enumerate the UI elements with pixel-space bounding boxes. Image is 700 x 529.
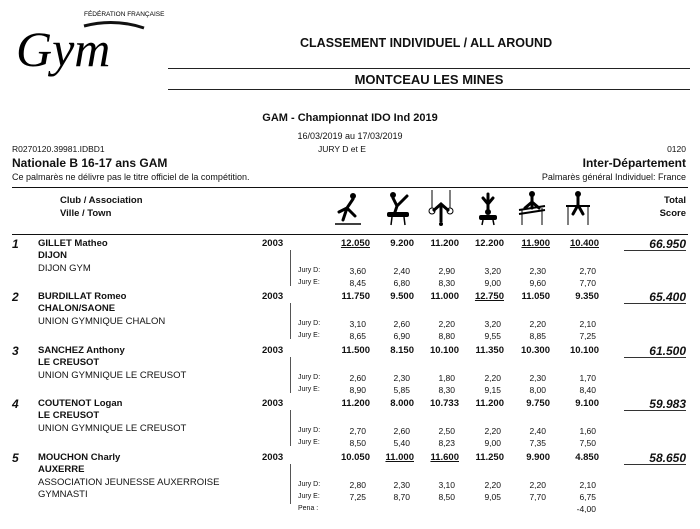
parallel-bars-icon	[517, 190, 547, 226]
jury-e-value: 6,90	[393, 331, 410, 341]
apparatus-score: 9.750	[526, 398, 550, 409]
competition-name: GAM - Championnat IDO Ind 2019	[262, 112, 438, 124]
palmares-label: Palmarès général Individuel: France	[541, 172, 686, 182]
athlete-club: UNION GYMNIQUE CHALON	[38, 316, 166, 327]
jury-e-value: 9,00	[484, 278, 501, 288]
jury-e-value: 6,75	[579, 492, 596, 502]
jury-e-label: Jury E:	[298, 439, 320, 446]
jury-e-value: 5,40	[393, 438, 410, 448]
athlete-name: BURDILLAT Romeo	[38, 291, 127, 302]
jury-d-value: 2,60	[393, 319, 410, 329]
competition-code: R0270120.39981.IDBD1	[12, 144, 105, 154]
apparatus-score: 11.200	[475, 398, 504, 409]
row-divider	[290, 464, 291, 504]
jury-e-value: 8,30	[438, 278, 455, 288]
total-underline	[624, 410, 686, 411]
jury-e-value: 5,85	[393, 385, 410, 395]
jury-e-value: 7,35	[529, 438, 546, 448]
disclaimer-note: Ce palmarès ne délivre pas le titre officiel de la compétition.	[12, 172, 250, 182]
apparatus-score: 9.100	[575, 398, 599, 409]
apparatus-score: 11.350	[475, 345, 504, 356]
jury-d-value: 2,40	[393, 266, 410, 276]
jury-e-value: 8,40	[579, 385, 596, 395]
jury-d-value: 3,10	[349, 319, 366, 329]
jury-d-value: 2,20	[529, 480, 546, 490]
jury-e-value: 7,70	[579, 278, 596, 288]
total-score: 59.983	[649, 397, 686, 411]
jury-d-label: Jury D:	[298, 374, 321, 381]
athlete-club: DIJON GYM	[38, 263, 91, 274]
apparatus-score: 9.900	[526, 452, 550, 463]
total-underline	[624, 250, 686, 251]
apparatus-score: 11.000	[385, 452, 414, 463]
venue-name: MONTCEAU LES MINES	[354, 72, 504, 87]
jury-d-value: 1,60	[579, 426, 596, 436]
athlete-club: UNION GYMNIQUE LE CREUSOT	[38, 370, 187, 381]
jury-d-value: 2,10	[579, 480, 596, 490]
apparatus-score: 10.100	[569, 345, 599, 356]
jury-d-value: 2,70	[349, 426, 366, 436]
apparatus-score: 8.000	[390, 398, 414, 409]
jury-d-value: 2,20	[484, 426, 501, 436]
jury-d-value: 2,70	[579, 266, 596, 276]
athlete-birth-year: 2003	[262, 452, 284, 463]
jury-d-value: 2,90	[438, 266, 455, 276]
jury-e-value: 9,05	[484, 492, 501, 502]
page-ref: 0120	[667, 144, 686, 154]
jury-label: JURY D et E	[318, 144, 366, 154]
athlete-name: SANCHEZ Anthony	[38, 345, 125, 356]
athlete-city: LE CREUSOT	[38, 410, 100, 421]
vault-icon	[473, 190, 503, 226]
apparatus-score: 10.733	[429, 398, 459, 409]
apparatus-score: 11.200	[430, 238, 459, 249]
jury-e-value: 8,00	[529, 385, 546, 395]
high-bar-icon	[563, 190, 593, 226]
jury-d-value: 2,30	[393, 373, 410, 383]
apparatus-score: 9.200	[390, 238, 414, 249]
apparatus-score: 10.400	[569, 238, 599, 249]
athlete-name: GILLET Matheo	[38, 238, 108, 249]
row-divider	[290, 410, 291, 446]
athlete-club: ASSOCIATION JEUNESSE AUXERROISE	[38, 477, 220, 488]
rings-icon	[426, 190, 456, 226]
apparatus-score: 10.300	[520, 345, 550, 356]
jury-d-value: 2,30	[529, 373, 546, 383]
athlete-rank: 2	[12, 290, 19, 304]
total-header-line2: Score	[659, 208, 686, 219]
competition-dates: 16/03/2019 au 17/03/2019	[297, 131, 403, 141]
jury-d-value: 3,60	[349, 266, 366, 276]
total-underline	[624, 303, 686, 304]
jury-d-value: 2,30	[393, 480, 410, 490]
apparatus-score: 9.500	[390, 291, 414, 302]
jury-d-label: Jury D:	[298, 267, 321, 274]
jury-d-label: Jury D:	[298, 427, 321, 434]
athlete-birth-year: 2003	[262, 238, 284, 249]
athlete-club: UNION GYMNIQUE LE CREUSOT	[38, 423, 187, 434]
jury-d-value: 2,20	[438, 319, 455, 329]
athlete-name: COUTENOT Logan	[38, 398, 123, 409]
apparatus-score: 4.850	[575, 452, 599, 463]
jury-e-value: 8,30	[438, 385, 455, 395]
jury-e-value: 8,70	[393, 492, 410, 502]
jury-d-value: 2,60	[393, 426, 410, 436]
club-header-line1: Club / Association	[60, 195, 143, 206]
athlete-rank: 1	[12, 237, 19, 251]
total-underline	[624, 464, 686, 465]
jury-e-value: 8,80	[438, 331, 455, 341]
apparatus-score: 11.500	[341, 345, 370, 356]
athlete-club: GYMNASTI	[38, 489, 88, 500]
jury-d-value: 1,70	[579, 373, 596, 383]
total-score: 61.500	[649, 344, 686, 358]
jury-d-value: 2,80	[349, 480, 366, 490]
jury-e-value: 8,85	[529, 331, 546, 341]
jury-d-label: Jury D:	[298, 481, 321, 488]
header-divider	[12, 187, 688, 188]
level-title: Inter-Département	[582, 156, 686, 170]
athlete-birth-year: 2003	[262, 345, 284, 356]
penalty-value: -4,00	[576, 504, 596, 514]
jury-e-label: Jury E:	[298, 386, 320, 393]
apparatus-score: 12.750	[474, 291, 504, 302]
jury-e-label: Jury E:	[298, 279, 320, 286]
table-header-divider	[12, 234, 688, 235]
logo-org-text: FÉDÉRATION FRANÇAISE	[84, 11, 165, 18]
total-header-line1: Total	[664, 195, 686, 206]
apparatus-score: 8.150	[390, 345, 414, 356]
penalty-label: Pena :	[298, 505, 319, 512]
jury-d-value: 2,20	[529, 319, 546, 329]
jury-e-value: 8,45	[349, 278, 366, 288]
jury-e-label: Jury E:	[298, 493, 320, 500]
pommel-horse-icon	[383, 190, 413, 226]
page-title: CLASSEMENT INDIVIDUEL / ALL AROUND	[300, 36, 553, 50]
jury-d-value: 1,80	[438, 373, 455, 383]
total-score: 58.650	[649, 451, 686, 465]
jury-e-value: 8,50	[349, 438, 366, 448]
jury-e-value: 9,15	[484, 385, 501, 395]
jury-d-value: 2,60	[349, 373, 366, 383]
total-underline	[624, 357, 686, 358]
jury-d-value: 2,20	[484, 373, 501, 383]
jury-d-label: Jury D:	[298, 320, 321, 327]
athlete-rank: 4	[12, 397, 19, 411]
apparatus-score: 9.350	[575, 291, 599, 302]
venue-box	[168, 68, 690, 90]
athlete-city: CHALON/SAONE	[38, 303, 116, 314]
apparatus-score: 11.600	[430, 452, 459, 463]
apparatus-score: 10.100	[429, 345, 459, 356]
jury-e-value: 7,25	[349, 492, 366, 502]
club-header-line2: Ville / Town	[60, 208, 112, 219]
total-score: 66.950	[649, 237, 686, 251]
athlete-birth-year: 2003	[262, 291, 284, 302]
jury-d-value: 2,40	[529, 426, 546, 436]
apparatus-score: 12.200	[474, 238, 504, 249]
apparatus-score: 11.750	[341, 291, 370, 302]
athlete-city: AUXERRE	[38, 464, 85, 475]
athlete-city: LE CREUSOT	[38, 357, 100, 368]
jury-e-value: 8,65	[349, 331, 366, 341]
apparatus-score: 11.000	[430, 291, 459, 302]
total-column-header	[660, 194, 686, 220]
jury-e-label: Jury E:	[298, 332, 320, 339]
ffgym-logo	[14, 6, 165, 78]
apparatus-score: 11.050	[521, 291, 550, 302]
athlete-name: MOUCHON Charly	[38, 452, 121, 463]
jury-d-value: 2,10	[579, 319, 596, 329]
jury-d-value: 2,20	[484, 480, 501, 490]
jury-e-value: 8,23	[438, 438, 455, 448]
apparatus-score: 12.050	[340, 238, 370, 249]
athlete-rank: 3	[12, 344, 19, 358]
jury-e-value: 6,80	[393, 278, 410, 288]
athlete-city: DIJON	[38, 250, 68, 261]
apparatus-score: 10.050	[340, 452, 370, 463]
jury-e-value: 8,90	[349, 385, 366, 395]
club-column-header	[60, 194, 143, 220]
apparatus-score: 11.200	[341, 398, 370, 409]
jury-d-value: 3,20	[484, 266, 501, 276]
total-score: 65.400	[649, 290, 686, 304]
jury-d-value: 2,50	[438, 426, 455, 436]
jury-e-value: 8,50	[438, 492, 455, 502]
row-divider	[290, 357, 291, 393]
apparatus-score: 11.900	[521, 238, 550, 249]
logo-gym-text: Gym	[16, 21, 111, 77]
jury-d-value: 3,20	[484, 319, 501, 329]
jury-e-value: 9,00	[484, 438, 501, 448]
category-title: Nationale B 16-17 ans GAM	[12, 156, 168, 170]
jury-e-value: 7,70	[529, 492, 546, 502]
athlete-birth-year: 2003	[262, 398, 284, 409]
floor-icon	[333, 190, 363, 226]
athlete-rank: 5	[12, 451, 19, 465]
jury-e-value: 9,60	[529, 278, 546, 288]
jury-e-value: 7,50	[579, 438, 596, 448]
jury-e-value: 7,25	[579, 331, 596, 341]
row-divider	[290, 250, 291, 286]
jury-e-value: 9,55	[484, 331, 501, 341]
row-divider	[290, 303, 291, 339]
apparatus-score: 11.250	[475, 452, 504, 463]
jury-d-value: 2,30	[529, 266, 546, 276]
jury-d-value: 3,10	[438, 480, 455, 490]
